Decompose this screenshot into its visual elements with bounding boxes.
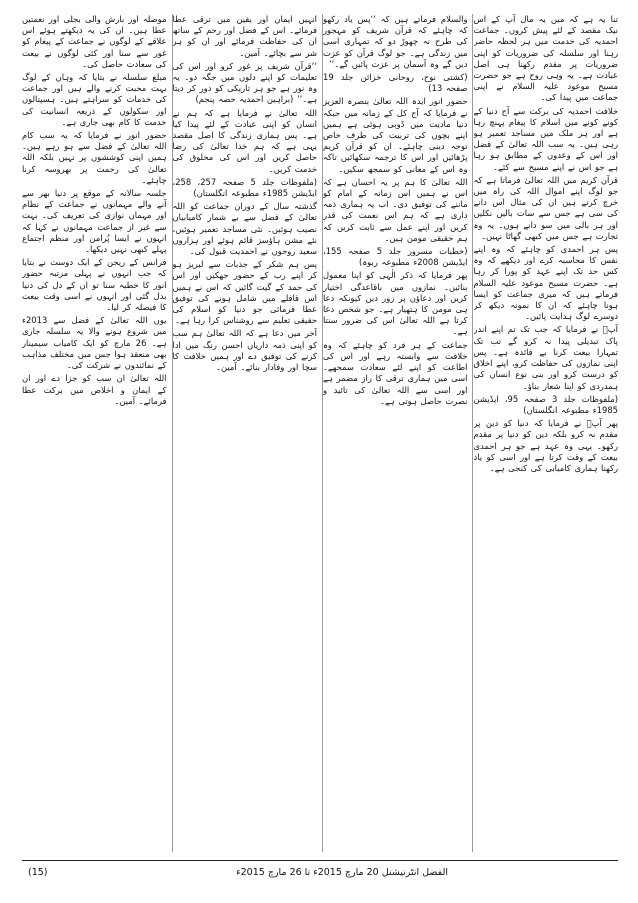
page-number: (15) [28,867,48,878]
column-divider [172,14,173,852]
column-divider [472,14,473,852]
citation: (ملفوظات جلد 3 صفحہ 95، ایڈیشن 1985ء مطبوعہ انگلستان) [473,393,618,415]
paragraph: خلافت احمدیہ کی برکت سے آج دنیا کے کونے کونے میں اسلام کا پیغام پہنچ رہا ہے اور ہر ملک میں مساجد تعمیر ہو رہی ہیں۔ یہ سب اللہ تعالیٰ کے فضل اور اس کے وعدوں کے مطابق ہو رہا ہے جو اس نے اپنے مسیح سے کئے۔ [473,105,618,172]
page-footer [22,864,618,882]
citation: (کشتی نوح، روحانی خزائن جلد 19 صفحہ 13) [323,72,468,94]
paragraph: والسلام فرماتے ہیں کہ ‘‘پس یاد رکھو کہ چاہئے کہ قرآن شریف کو مہجور کی طرح نہ چھوڑ دو کہ تمہاری اسی میں زندگی ہے۔ جو لوگ قرآن کو عزت دیں گے وہ آسمان پر عزت پائیں گے۔’’ [323,14,468,69]
paragraph: اللہ تعالیٰ ان سب کو جزا دے اور ان کے ایمان و اخلاص میں برکت عطا فرمائے۔ آمین۔ [22,373,167,406]
paragraph: پس ہم شکر کے جذبات سے لبریز ہو کر اپنے رب کے حضور جھکیں اور اس کی حمد کے گیت گائیں کہ اس نے ہمیں اس قافلے میں شامل ہونے کی توفیق عطا فرمائی جو دنیا کو اسلام کی حقیقی تعلیم سے روشناس کرا رہا ہے۔ [172,259,317,326]
paragraph: فرانس کے ریجن کے ایک دوست نے بتایا کہ جب انہوں نے پہلی مرتبہ حضور انور کا خطبہ سنا تو ان کے دل کی دنیا بدل گئی اور انہوں نے اسی وقت بیعت کا فیصلہ کر لیا۔ [22,257,167,313]
column-1 [474,14,619,852]
paragraph: اللہ تعالیٰ نے فرمایا ہے کہ ہم نے انسان کو اپنی عبادت کے لئے پیدا کیا ہے۔ پس ہماری زندگی کا اصل مقصد یہی ہے کہ ہم خدا تعالیٰ کی رضا حاصل کریں اور اس کی مخلوق کی خدمت کریں۔ [172,107,317,174]
paragraph: تنا یہ ہے کہ میں یہ مال آپ کے اس نیک مقصد کے لئے پیش کروں۔ جماعت احمدیہ کی خدمت میں ہر لحظہ حاضر رہنا اور سلسلہ کی ضروریات کو اپنی ضروریات پر مقدم رکھنا ہی اصل عبادت ہے۔ یہ وہی روح ہے جو حضرت مسیح موعود علیہ السلام نے اپنی جماعت میں پیدا کی۔ [473,14,618,103]
paragraph: پس ہر احمدی کو چاہئے کہ وہ اپنے نفس کا محاسبہ کرے اور دیکھے کہ وہ کس حد تک اپنے عہد کو پورا کر رہا ہے۔ حضرت مسیح موعود علیہ السلام فرماتے ہیں کہ میری جماعت کو ایسا ہونا چاہئے کہ ان کا نمونہ دیکھ کر دوسرے لوگ ہدایت پائیں۔ [473,244,618,322]
paragraph: انہیں ایمان اور یقین میں ترقی عطا فرمائے۔ اس کے فضل اور رحم کے ساتھ ان کی حفاظت فرمائے اور ان کو ہر شر سے بچائے۔ آمین۔ [172,14,317,58]
paragraph: یوں اللہ تعالیٰ کے فضل سے 2013ء میں شروع ہونے والا یہ سلسلہ جاری ہے۔ 26 مارچ کو ایک کامیاب سیمینار بھی منعقد ہوا جس میں مختلف مذاہب کے نمائندوں نے شرکت کی۔ [22,315,167,371]
paragraph: پھر فرمایا کہ ذکر الٰہی کو اپنا معمول بنائیں۔ نمازوں میں باقاعدگی اختیار کریں اور دعاؤں پر زور دیں کیونکہ دعا ہی مومن کا ہتھیار ہے۔ جو شخص دعا کرتا ہے اللہ تعالیٰ اس کی ضرور سنتا ہے۔ [323,270,468,337]
column-4 [22,14,167,852]
paragraph: مبلغ سلسلہ نے بتایا کہ وہاں کے لوگ بہت محبت کرنے والے ہیں اور جماعت کی خدمات کو سراہتے ہیں۔ ہسپتالوں اور سکولوں کے ذریعہ انسانیت کی خدمت کا کام بھی جاری ہے۔ [22,72,167,127]
text-columns [22,14,618,852]
paragraph: موصلہ اور بارش والی بجلی اور نعمتیں عطا ہیں۔ ان کی یہ دیکھتے ہوئے اس علاقے کے لوگوں نے جماعت کے پیغام کو غور سے سنا اور کئی لوگوں نے بیعت کی سعادت حاصل کی۔ [22,14,167,69]
column-3 [173,14,318,852]
paragraph: جلسہ سالانہ کے موقع پر دنیا بھر سے آنے والے مہمانوں نے جماعت کے نظام اور مہمان نوازی کی تعریف کی۔ بہت سے غیر از جماعت مہمانوں نے کہا کہ انہوں نے ایسا پُرامن اور منظم اجتماع پہلے کبھی نہیں دیکھا۔ [22,188,167,255]
paragraph: آپؑ نے فرمایا کہ جب تک تم اپنے اندر پاک تبدیلی پیدا نہ کرو گے تب تک تمہارا بیعت کرنا بے فائدہ ہے۔ پس اپنی نمازوں کی حفاظت کرو، اپنے اخلاق کو درست کرو اور بنی نوع انسان کی ہمدردی کو اپنا شعار بناؤ۔ [473,324,618,391]
citation: (ملفوظات جلد 5 صفحہ 257، 258، ایڈیشن 1985ء مطبوعہ انگلستان) [172,176,317,199]
paragraph: قرآن کریم میں اللہ تعالیٰ فرماتا ہے کہ جو لوگ اپنے اموال اللہ کی راہ میں خرچ کرتے ہیں ان کی مثال اس دانے کی سی ہے جس سے سات بالیں نکلیں اور ہر بالی میں سو دانے ہوں۔ یہ وہ تجارت ہے جس میں کبھی گھاٹا نہیں۔ [473,174,618,241]
footer-rule [22,860,618,861]
column-divider [322,14,323,852]
quote: ‘‘قرآن شریف پر غور کرو اور اس کی تعلیمات کو اپنے دلوں میں جگہ دو۔ یہ وہ نور ہے جو ہر تاریکی کو دور کر دیتا ہے۔’’ (براہین احمدیہ حصہ پنجم) [172,60,317,105]
citation: (خطبات مسرور جلد 5 صفحہ 155، ایڈیشن 2008ء مطبوعہ ربوہ) [323,246,468,268]
paragraph: جماعت کے ہر فرد کو چاہئے کہ وہ خلافت سے وابستہ رہے اور اس کی اطاعت کو اپنے لئے سعادت سمجھے۔ اسی میں ہماری ترقی کا راز مضمر ہے اور اسی سے اللہ تعالیٰ کی تائید و نصرت حاصل ہوتی ہے۔ [323,339,468,406]
paragraph: اللہ تعالیٰ کا ہم پر یہ احسان ہے کہ اس نے ہمیں اس زمانہ کے امام کو ماننے کی توفیق دی۔ اب یہ ہماری ذمہ داری ہے کہ ہم اس نعمت کی قدر کریں اور اپنے عمل سے ثابت کریں کہ ہم حقیقی مومن ہیں۔ [323,176,468,243]
paragraph: پھر آپؑ نے فرمایا کہ دنیا کو دین پر مقدم نہ کرو بلکہ دین کو دنیا پر مقدم رکھو۔ یہی وہ عہد ہے جو ہر احمدی بیعت کے وقت کرتا ہے اور اسی کو یاد رکھنا ہماری کامیابی کی کنجی ہے۔ [473,418,618,473]
publication-date-line: الفضل انٹرنیشنل 20 مارچ 2015ء تا 26 مارچ 2015ء [236,867,448,878]
paragraph: حضور انور ایدہ اللہ تعالیٰ بنصرہ العزیز نے فرمایا کہ آج کل کے زمانہ میں جبکہ دنیا مادیت میں ڈوبی ہوئی ہے ہمیں اپنے بچوں کی تربیت کی طرف خاص توجہ دینی چاہئے۔ ان کو قرآن کریم پڑھائیں اور اس کا ترجمہ سکھائیں تاکہ وہ اس کے معانی کو سمجھ سکیں۔ [323,96,468,174]
column-2 [323,14,468,852]
paragraph: آخر میں دعا ہے کہ اللہ تعالیٰ ہم سب کو اپنی ذمہ داریاں احسن رنگ میں ادا کرنے کی توفیق دے اور ہمیں خلافت کا سچا اور وفادار بنائے۔ آمین۔ [172,328,317,373]
paragraph: حضور انور نے فرمایا کہ یہ سب کام اللہ تعالیٰ کے فضل سے ہو رہے ہیں۔ ہمیں اپنی کوششوں پر نہیں بلکہ اللہ تعالیٰ کی رحمت پر بھروسہ کرنا چاہئے۔ [22,130,167,185]
paragraph: گذشتہ سال کے دوران جماعت کو اللہ تعالیٰ کے فضل سے بے شمار کامیابیاں نصیب ہوئیں۔ نئی مساجد تعمیر ہوئیں، نئے مشن ہاؤسز قائم ہوئے اور ہزاروں سعید روحوں نے احمدیت قبول کی۔ [172,201,317,257]
